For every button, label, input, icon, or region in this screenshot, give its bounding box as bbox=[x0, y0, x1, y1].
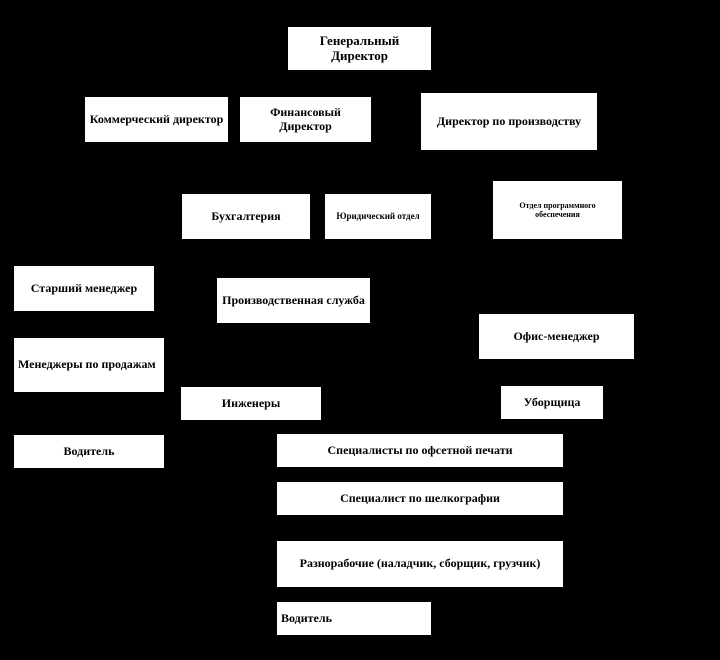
node-general-director: Генеральный Директор bbox=[287, 26, 432, 71]
node-commercial-director: Коммерческий директор bbox=[84, 96, 229, 143]
node-sales-managers: Менеджеры по продажам bbox=[13, 337, 165, 393]
node-accounting: Бухгалтерия bbox=[181, 193, 311, 240]
node-general-workers: Разнорабочие (наладчик, сборщик, грузчик) bbox=[276, 540, 564, 588]
node-driver-1: Водитель bbox=[13, 434, 165, 469]
node-silkscreen-specialist: Специалист по шелкографии bbox=[276, 481, 564, 516]
node-financial-director: Финансовый Директор bbox=[239, 96, 372, 143]
node-production-director: Директор по производству bbox=[420, 92, 598, 151]
node-software-department: Отдел программного обеспечения bbox=[492, 180, 623, 240]
node-office-manager: Офис-менеджер bbox=[478, 313, 635, 360]
node-cleaner: Уборщица bbox=[500, 385, 604, 420]
node-driver-2: Водитель bbox=[276, 601, 432, 636]
node-legal-department: Юридический отдел bbox=[324, 193, 432, 240]
node-senior-manager: Старший менеджер bbox=[13, 265, 155, 312]
node-engineers: Инженеры bbox=[180, 386, 322, 421]
node-production-service: Производственная служба bbox=[216, 277, 371, 324]
node-offset-print-specialists: Специалисты по офсетной печати bbox=[276, 433, 564, 468]
